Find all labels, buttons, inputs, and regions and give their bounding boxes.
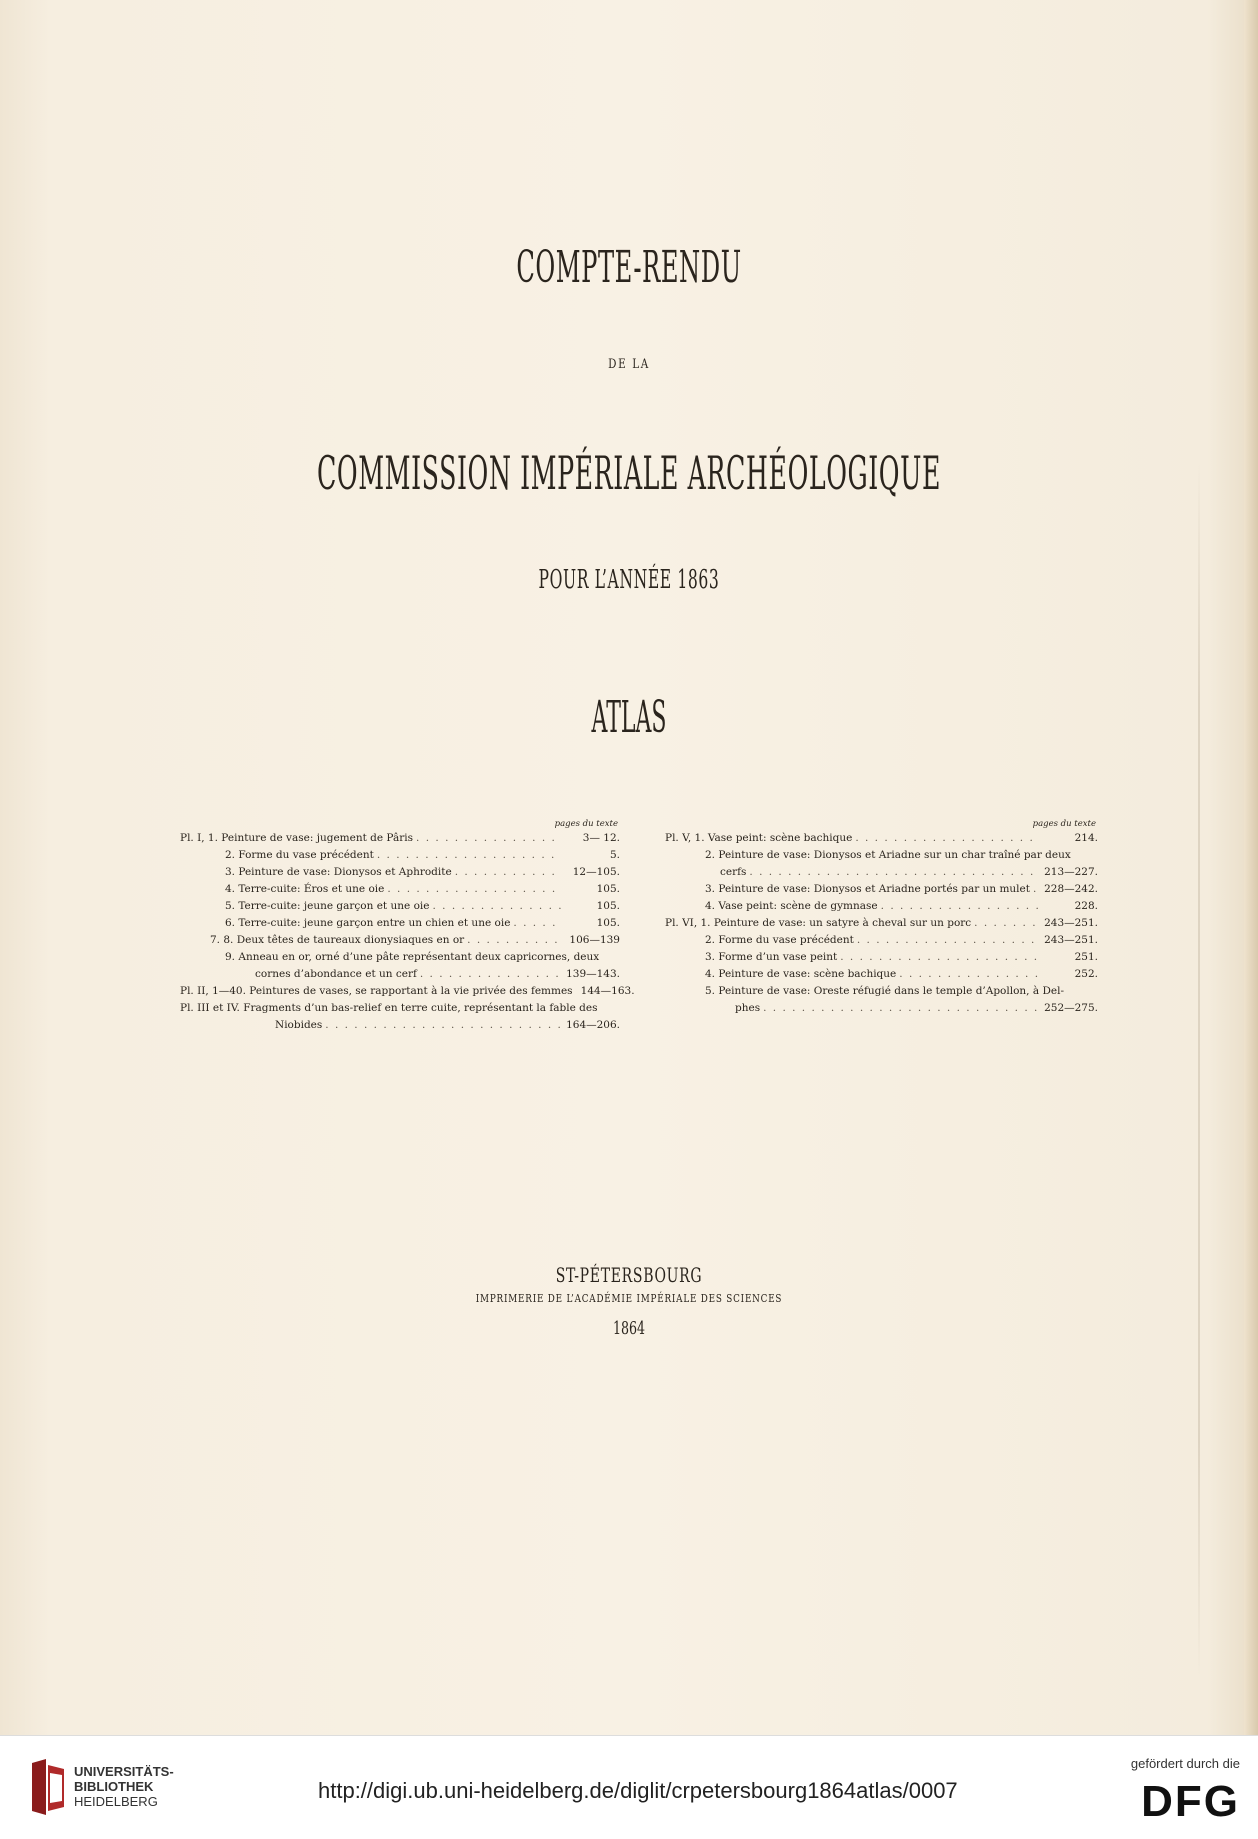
toc-left-column (180, 818, 635, 1034)
toc-row: phes . . . 252—275. (665, 1000, 1098, 1017)
toc-row: 2. Forme du vase précédent . . . 243—251. (665, 932, 1098, 949)
title-atlas: ATLAS (591, 692, 667, 743)
imprint-city: ST-PÉTERSBOURG (555, 1263, 703, 1287)
toc-row: Pl. I, 1. Peinture de vase: jugement de Pâris . . . 3— 12. (180, 830, 620, 847)
toc-row: 3. Peinture de vase: Dionysos et Aphrodite . . . 12—105. (180, 864, 620, 881)
toc-row: 3. Forme d’un vase peint . . . 251. (665, 949, 1098, 966)
toc-row: Pl. III et IV. Fragments d’un bas-relief en terre cuite, représentant la fable des (180, 1002, 598, 1014)
toc-row: 4. Vase peint: scène de gymnase . . . 228. (665, 898, 1098, 915)
imprint-press: IMPRIMERIE DE L’ACADÉMIE IMPÉRIALE DES SCIENCES (475, 1292, 783, 1305)
toc-row: 4. Terre-cuite: Éros et une oie . . . 105. (180, 881, 620, 898)
imprint-year: 1864 (612, 1318, 646, 1339)
title-commission: COMMISSION IMPÉRIALE ARCHÉOLOGIQUE (317, 446, 941, 500)
toc-row: 7. 8. Deux têtes de taureaux dionysiaques en or . . . 106—139 (180, 932, 620, 949)
toc-row: 5. Peinture de vase: Oreste réfugié dans le temple d’Apollon, à Del- (705, 985, 1064, 997)
toc-row: Niobides . . . 164—206. (180, 1017, 620, 1034)
toc-row: Pl. V, 1. Vase peint: scène bachique . . . 214. (665, 830, 1098, 847)
toc-row: cornes d’abondance et un cerf . . . 139—143. (180, 966, 620, 983)
funded-by-label: gefördert durch die (1130, 1756, 1240, 1771)
toc-row: Pl. VI, 1. Peinture de vase: un satyre à cheval sur un porc . . . 243—251. (665, 915, 1098, 932)
toc-right-header: pages du texte (1032, 819, 1096, 829)
toc-row: Pl. II, 1—40. Peintures de vases, se rapportant à la vie privée des femmes 144—163. (180, 985, 635, 997)
page-fold-shadow (1198, 460, 1200, 1680)
toc-row: 3. Peinture de vase: Dionysos et Ariadne portés par un mulet . . . 228—242. (665, 881, 1098, 898)
toc-row: 9. Anneau en or, orné d’une pâte représentant deux capricornes, deux (225, 951, 600, 963)
viewer-footer (0, 1735, 1258, 1839)
library-logo-icon (26, 1755, 70, 1819)
toc-row: cerfs . . . 213—227. (665, 864, 1098, 881)
toc-row: 2. Peinture de vase: Dionysos et Ariadne sur un char traîné par deux (705, 849, 1071, 861)
title-year: POUR L’ANNÉE 1863 (538, 565, 720, 595)
library-name: UNIVERSITÄTS- BIBLIOTHEK HEIDELBERG (74, 1764, 174, 1809)
toc-row: 2. Forme du vase précédent . . . 5. (180, 847, 620, 864)
toc-left-header: pages du texte (554, 819, 618, 829)
page-edge (1244, 0, 1258, 1735)
title-compte-rendu: COMPTE-RENDU (516, 242, 742, 293)
title-de-la: DE LA (608, 357, 650, 372)
toc-row: 4. Peinture de vase: scène bachique . . . 252. (665, 966, 1098, 983)
toc-row: 6. Terre-cuite: jeune garçon entre un chien et une oie . . . 105. (180, 915, 620, 932)
dfg-logo: DFG (1141, 1777, 1240, 1826)
permalink-url[interactable]: http://digi.ub.uni-heidelberg.de/diglit/crpetersbourg1864atlas/0007 (318, 1778, 958, 1803)
toc-right-column (665, 818, 1098, 1017)
toc-row: 5. Terre-cuite: jeune garçon et une oie . . . 105. (180, 898, 620, 915)
